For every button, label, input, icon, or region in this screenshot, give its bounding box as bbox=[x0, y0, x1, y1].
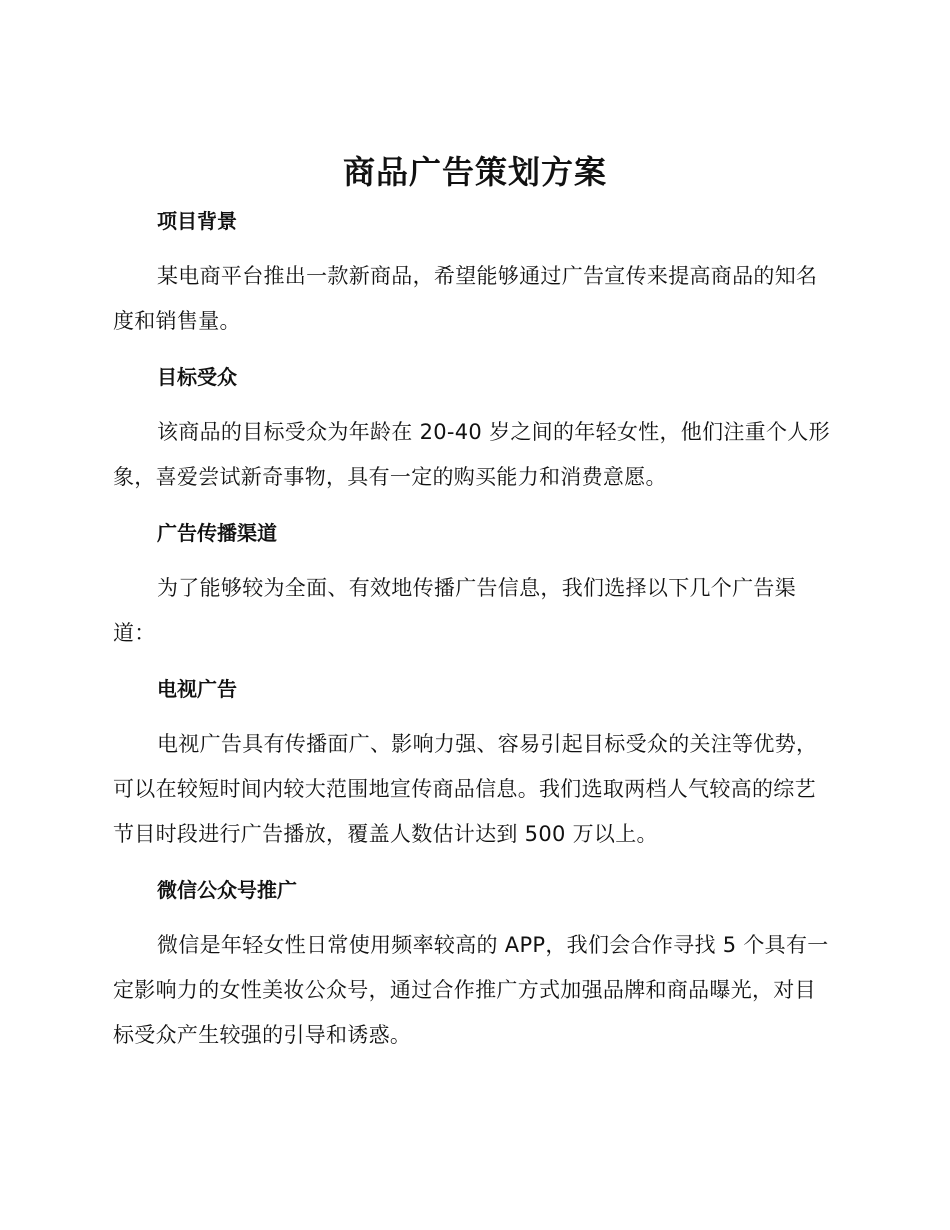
section-paragraph: 为了能够较为全面、有效地传播广告信息，我们选择以下几个广告渠道： bbox=[113, 576, 796, 645]
section-ad-channels bbox=[113, 515, 831, 656]
section-paragraph: 某电商平台推出一款新商品，希望能够通过广告宣传来提高商品的知名度和销售量。 bbox=[113, 264, 818, 333]
section-paragraph: 电视广告具有传播面广、影响力强、容易引起目标受众的关注等优势，可以在较短时间内较大范围地宣传商品信息。我们选取两档人气较高的综艺节目时段进行广告播放，覆盖人数估计达到 500 万以上。 bbox=[113, 732, 818, 846]
section-paragraph: 该商品的目标受众为年龄在 20-40 岁之间的年轻女性，他们注重个人形象，喜爱尝试新奇事物，具有一定的购买能力和消费意愿。 bbox=[113, 420, 830, 489]
section-target-audience bbox=[113, 359, 831, 500]
section-heading: 电视广告 bbox=[157, 677, 237, 701]
document-body bbox=[113, 203, 831, 1058]
section-tv-ads bbox=[113, 671, 831, 857]
document-title: 商品广告策划方案 bbox=[342, 153, 607, 191]
section-wechat-promotion bbox=[113, 872, 831, 1058]
section-heading: 项目背景 bbox=[157, 209, 237, 233]
section-heading: 广告传播渠道 bbox=[157, 521, 277, 545]
section-project-background bbox=[113, 203, 831, 344]
section-paragraph: 微信是年轻女性日常使用频率较高的 APP，我们会合作寻找 5 个具有一定影响力的女性美妆公众号，通过合作推广方式加强品牌和商品曝光，对目标受众产生较强的引导和诱惑。 bbox=[113, 933, 829, 1047]
section-heading: 微信公众号推广 bbox=[157, 878, 297, 902]
section-heading: 目标受众 bbox=[157, 365, 237, 389]
